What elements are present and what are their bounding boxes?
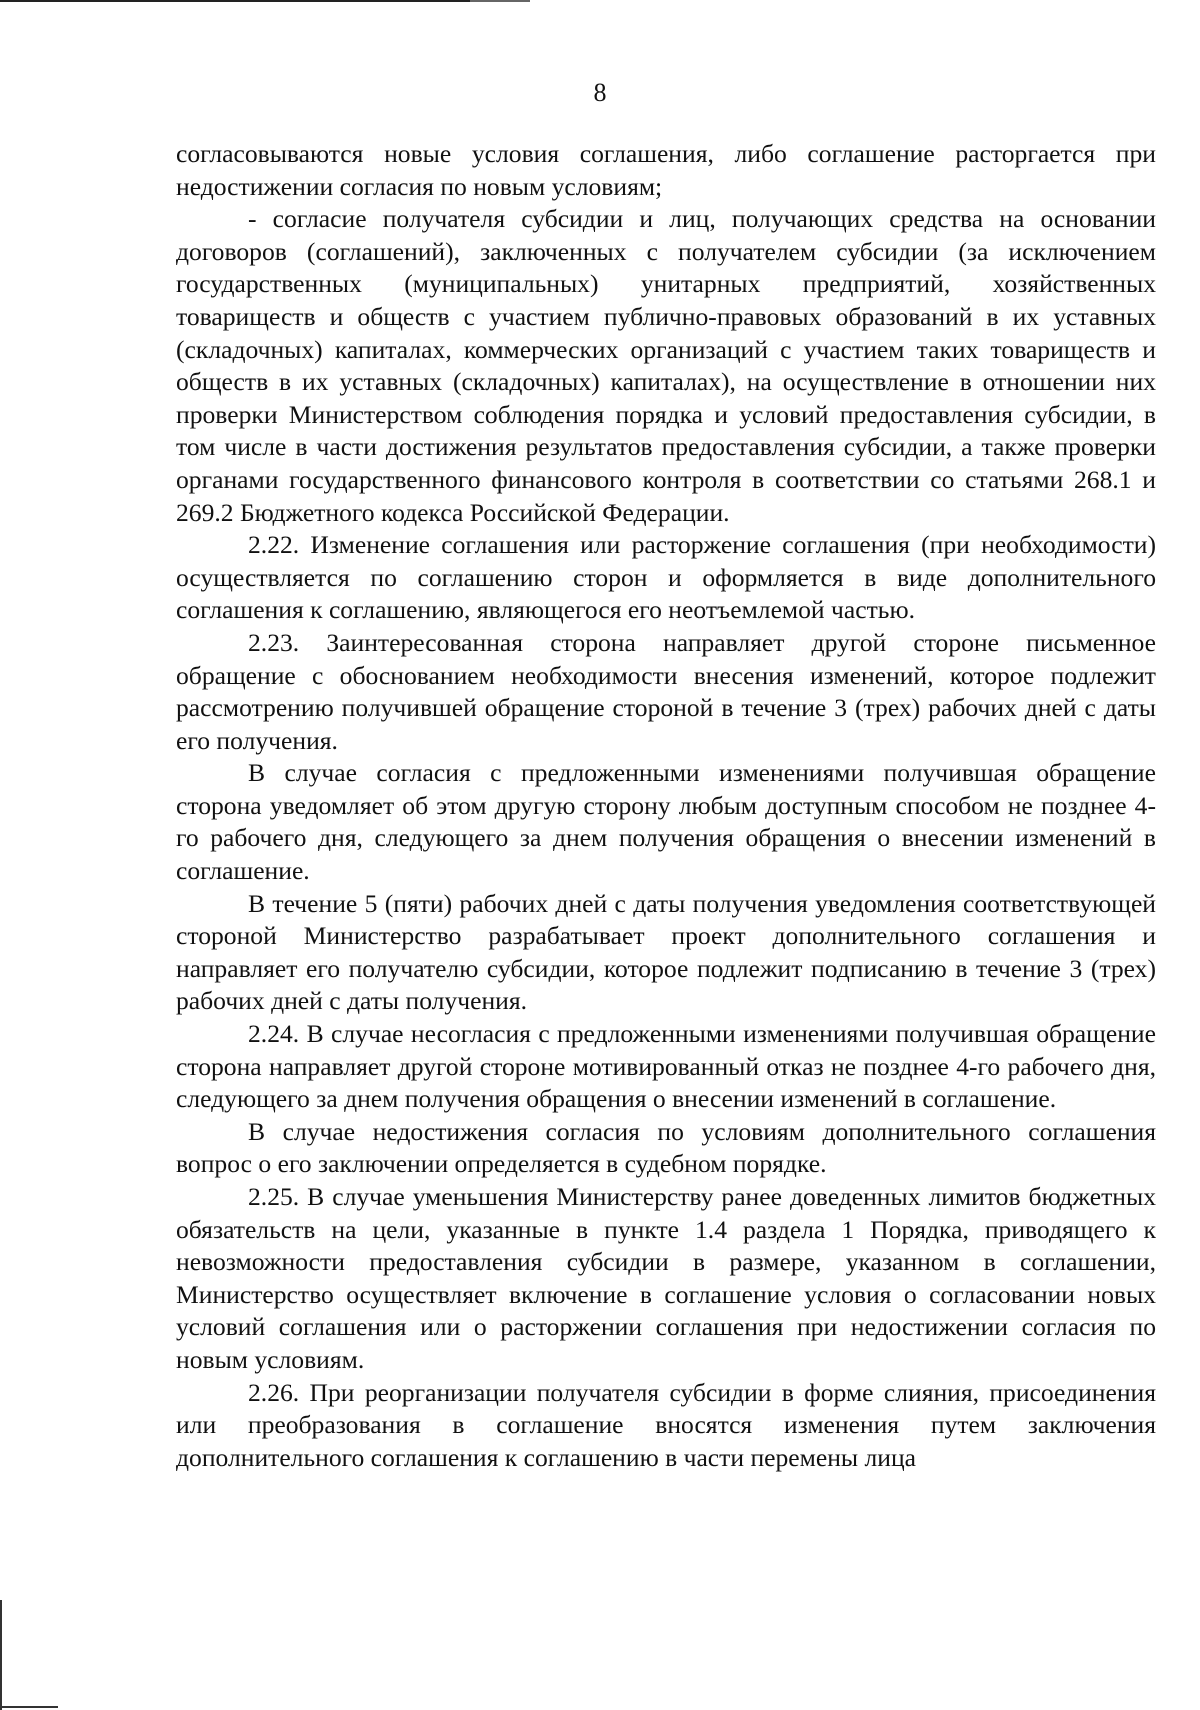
paragraph-continuation: согласовываются новые условия соглашения, либо соглашение расторгается при недостижении согласия по новым условиям; (176, 139, 1156, 201)
paragraph-2-23-agreement: В случае согласия с предложенными изменениями получившая обращение сторона уведомляет об этом другую сторону любым доступным способом не позднее 4-го рабочего дня, следующего за днем получения обращения о внесении изменений в соглашение. (176, 758, 1156, 886)
paragraph-2-26: 2.26. При реорганизации получателя субсидии в форме слияния, присоединения или преобразования в соглашение вносятся изменения путем заключения дополнительного соглашения к соглашению в части перемены лица (176, 1377, 1156, 1472)
paragraph-2-23: 2.23. Заинтересованная сторона направляет другой стороне письменное обращение с обоснованием необходимости внесения изменений, которое подлежит рассмотрению получившей обращение стороной в течение 3 (трех) рабочих дней с даты его получения. (176, 627, 1156, 755)
scan-edge-left (0, 1600, 2, 1710)
scan-edge-top (0, 0, 470, 2)
paragraph-2-25: 2.25. В случае уменьшения Министерству ранее доведенных лимитов бюджетных обязательств на цели, указанные в пункте 1.4 раздела 1 Порядка, приводящего к невозможности предоставления субсидии в размере, указанном в соглашении, Министерство осуществляет включение в соглашение условия о согласовании новых условий соглашения или о расторжении соглашения при недостижении согласия по новым условиям. (176, 1182, 1156, 1374)
paragraph-2-24-court: В случае недостижения согласия по условиям дополнительного соглашения вопрос о его заключении определяется в судебном порядке. (176, 1116, 1156, 1179)
paragraph-2-22: 2.22. Изменение соглашения или расторжение соглашения (при необходимости) осуществляется по соглашению сторон и оформляется в виде дополнительного соглашения к соглашению, являющегося его неотъемлемой частью. (176, 530, 1156, 625)
scan-edge-top-secondary (470, 0, 530, 2)
scan-edge-bottom (0, 1706, 58, 1708)
paragraph-consent: - согласие получателя субсидии и лиц, получающих средства на основании договоров (соглашений), заключенных с получателем субсидии (за исключением государственных (муниципальных) унитарных предприятий, хозяйственных товариществ и обществ с участием публично-правовых образований в их уставных (складочных) капиталах, коммерческих организаций с участием таких товариществ и обществ в их уставных (складочных) капиталах), на осуществление в отношении них проверки Министерством соблюдения порядка и условий предоставления субсидии, в том числе в части достижения результатов предоставления субсидии, а также проверки органами государственного финансового контроля в соответствии со статьями 268.1 и 269.2 Бюджетного кодекса Российской Федерации. (176, 204, 1156, 527)
page-number: 8 (593, 78, 607, 107)
paragraph-2-23-drafting: В течение 5 (пяти) рабочих дней с даты получения уведомления соответствующей стороной Министерство разрабатывает проект дополнительного соглашения и направляет его получателю субсидии, которое подлежит подписанию в течение 3 (трех) рабочих дней с даты получения. (176, 888, 1156, 1016)
document-body (176, 138, 1156, 1474)
paragraph-2-24: 2.24. В случае несогласия с предложенными изменениями получившая обращение сторона направляет другой стороне мотивированный отказ не позднее 4-го рабочего дня, следующего за днем получения обращения о внесении изменений в соглашение. (176, 1019, 1156, 1114)
